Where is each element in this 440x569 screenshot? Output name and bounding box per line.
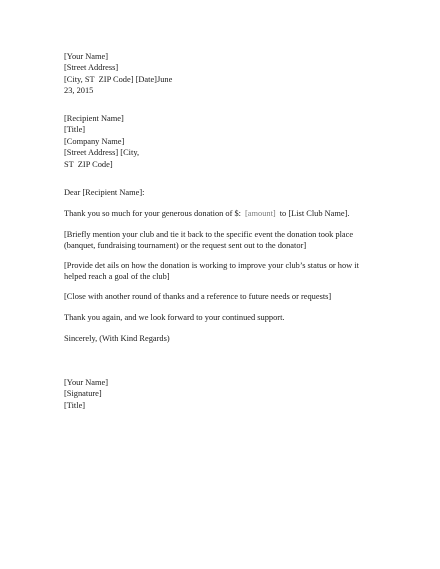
paragraph-thanks <box>64 208 364 219</box>
sender-city-date: [City, ST ZIP Code] [Date]June <box>64 74 173 84</box>
sender-address <box>64 51 364 97</box>
details-line-2: helped reach a goal of the club] <box>64 272 170 282</box>
signature-name: [Your Name] <box>64 378 109 387</box>
paragraph-details <box>64 260 364 283</box>
amount-field[interactable]: [amount] <box>245 209 276 218</box>
signature-block <box>64 377 364 411</box>
thanks-again-text: Thank you again, and we look forward to your continued support. <box>64 313 285 322</box>
thanks-text: Thank you so much for your generous donation of $: <box>64 209 242 218</box>
paragraph-closing-request <box>64 291 364 302</box>
recipient-street: [Street Address] [City, <box>64 148 140 158</box>
closing <box>64 333 364 344</box>
paragraph-thanks-again <box>64 312 364 323</box>
club-name-text: to [List Club Name]. <box>279 209 350 218</box>
signature-line: [Signature] <box>64 389 102 399</box>
salutation-text: Dear [Recipient Name]: <box>64 188 145 197</box>
salutation <box>64 187 364 198</box>
recipient-title: [Title] <box>64 125 86 135</box>
signature-title: [Title] <box>64 400 86 410</box>
details-line-1: [Provide det ails on how the donation is working to improve your club’s status or how it <box>64 261 359 270</box>
event-line-1: [Briefly mention your club and tie it back to the specific event the donation took place <box>64 230 354 239</box>
recipient-company: [Company Name] <box>64 136 125 146</box>
event-line-2: (banquet, fundraising tournament) or the request sent out to the donator] <box>64 241 307 251</box>
recipient-city-zip: ST ZIP Code] <box>64 159 113 169</box>
sender-name: [Your Name] <box>64 52 109 61</box>
sender-street: [Street Address] <box>64 63 119 73</box>
recipient-address <box>64 113 364 170</box>
closing-text: Sincerely, (With Kind Regards) <box>64 334 170 343</box>
sender-date-continued: 23, 2015 <box>64 86 94 96</box>
paragraph-event <box>64 229 364 252</box>
recipient-name: [Recipient Name] <box>64 114 124 123</box>
closing-request-text: [Close with another round of thanks and a reference to future needs or requests] <box>64 292 332 301</box>
